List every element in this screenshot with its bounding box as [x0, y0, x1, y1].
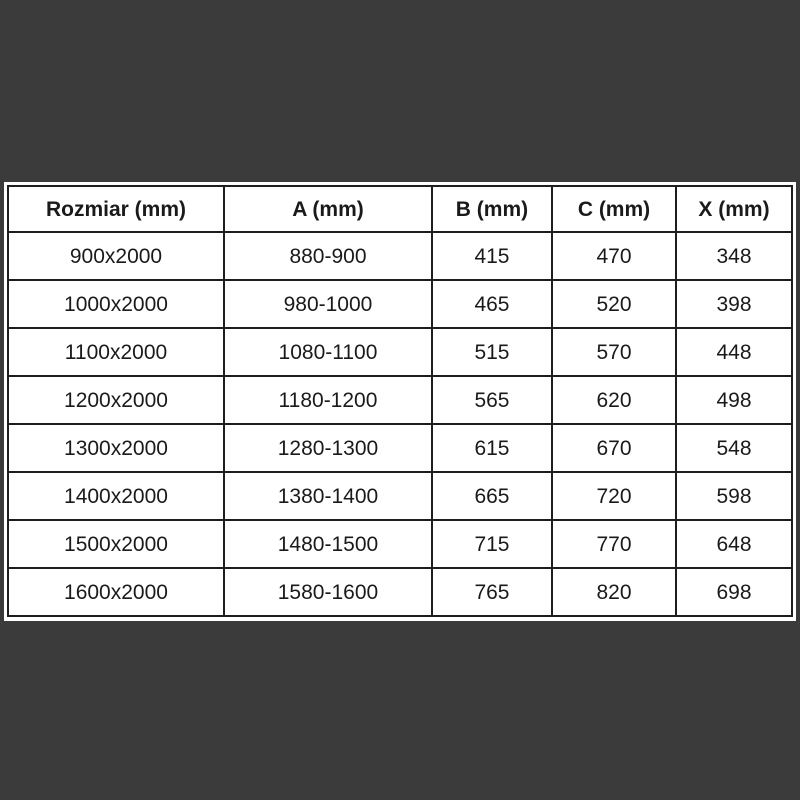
table-cell: 570 [552, 328, 676, 376]
table-cell: 1600x2000 [8, 568, 224, 616]
table-cell: 415 [432, 232, 552, 280]
table-cell: 765 [432, 568, 552, 616]
table-row [8, 424, 792, 472]
table-cell: 470 [552, 232, 676, 280]
table-cell: 1580-1600 [224, 568, 432, 616]
table-cell: 1100x2000 [8, 328, 224, 376]
header-row [8, 186, 792, 232]
table-cell: 620 [552, 376, 676, 424]
table-cell: 565 [432, 376, 552, 424]
size-table [7, 185, 793, 617]
table-cell: 1280-1300 [224, 424, 432, 472]
table-cell: 520 [552, 280, 676, 328]
table-cell: 348 [676, 232, 792, 280]
table-cell: 648 [676, 520, 792, 568]
column-header: A (mm) [224, 186, 432, 232]
table-cell: 515 [432, 328, 552, 376]
table-row [8, 568, 792, 616]
table-cell: 980-1000 [224, 280, 432, 328]
table-cell: 770 [552, 520, 676, 568]
table-cell: 720 [552, 472, 676, 520]
table-cell: 1380-1400 [224, 472, 432, 520]
table-cell: 598 [676, 472, 792, 520]
table-cell: 498 [676, 376, 792, 424]
table-head [8, 186, 792, 232]
table-cell: 1000x2000 [8, 280, 224, 328]
table-cell: 1500x2000 [8, 520, 224, 568]
table-cell: 448 [676, 328, 792, 376]
table-row [8, 472, 792, 520]
table-body [8, 232, 792, 616]
table-cell: 548 [676, 424, 792, 472]
table-row [8, 328, 792, 376]
column-header: C (mm) [552, 186, 676, 232]
table-cell: 1200x2000 [8, 376, 224, 424]
table-cell: 615 [432, 424, 552, 472]
table-row [8, 280, 792, 328]
table-cell: 1400x2000 [8, 472, 224, 520]
table-cell: 880-900 [224, 232, 432, 280]
table-cell: 900x2000 [8, 232, 224, 280]
table-cell: 1080-1100 [224, 328, 432, 376]
table-cell: 1180-1200 [224, 376, 432, 424]
column-header: Rozmiar (mm) [8, 186, 224, 232]
table-cell: 1300x2000 [8, 424, 224, 472]
column-header: X (mm) [676, 186, 792, 232]
column-header: B (mm) [432, 186, 552, 232]
table-cell: 820 [552, 568, 676, 616]
table-cell: 670 [552, 424, 676, 472]
table-cell: 465 [432, 280, 552, 328]
table-row [8, 520, 792, 568]
table-row [8, 232, 792, 280]
table-cell: 665 [432, 472, 552, 520]
size-table-sheet [4, 182, 796, 621]
table-cell: 1480-1500 [224, 520, 432, 568]
table-row [8, 376, 792, 424]
table-cell: 715 [432, 520, 552, 568]
table-cell: 698 [676, 568, 792, 616]
table-cell: 398 [676, 280, 792, 328]
